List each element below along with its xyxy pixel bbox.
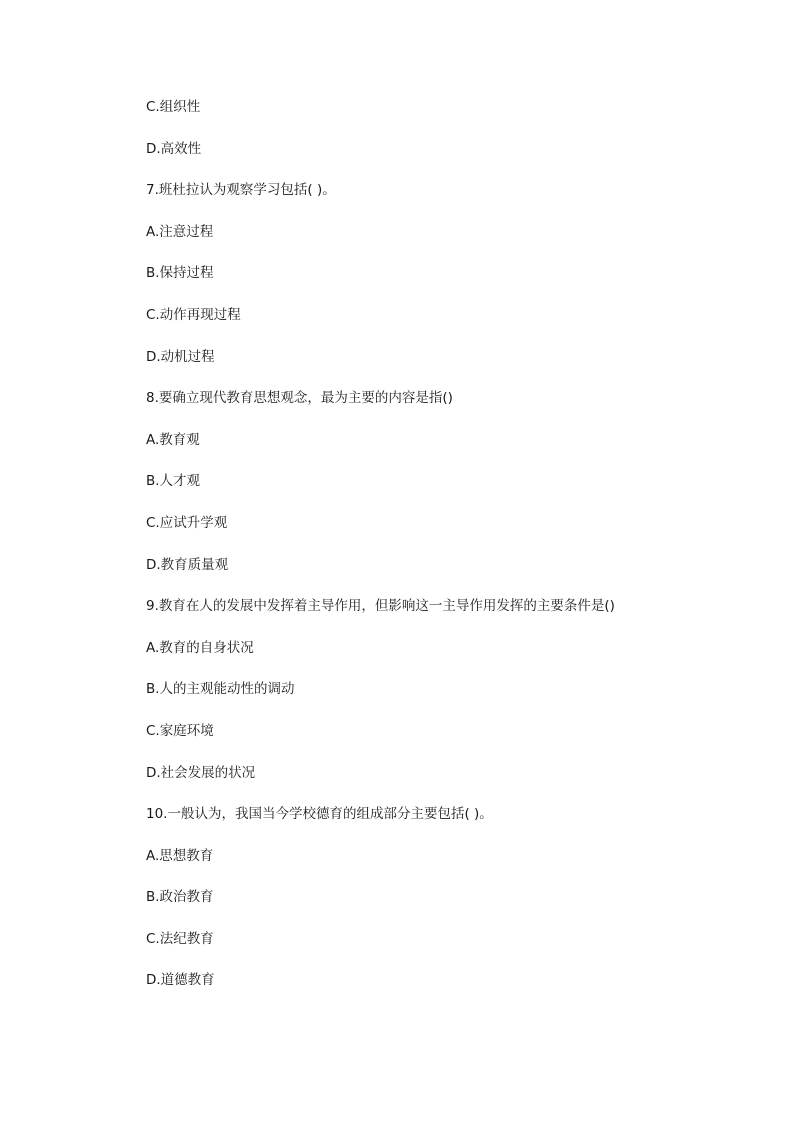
question-8: 8.要确立现代教育思想观念，最为主要的内容是指() [146, 390, 453, 407]
option-c-q8: C.应试升学观 [146, 514, 228, 531]
question-7: 7.班杜拉认为观察学习包括( )。 [146, 182, 336, 199]
option-c-q7: C.动作再现过程 [146, 306, 241, 323]
option-d-q10: D.道德教育 [146, 972, 215, 989]
option-a-q8: A.教育观 [146, 431, 200, 448]
option-d-q8: D.教育质量观 [146, 556, 229, 573]
document-body [146, 97, 766, 1012]
option-d-q7: D.动机过程 [146, 348, 215, 365]
option-b-q7: B.保持过程 [146, 265, 214, 282]
option-c-q9: C.家庭环境 [146, 722, 214, 739]
option-c-q10: C.法纪教育 [146, 930, 214, 947]
question-10: 10.一般认为，我国当今学校德育的组成部分主要包括( )。 [146, 806, 493, 823]
option-a-q10: A.思想教育 [146, 847, 214, 864]
option-a-q7: A.注意过程 [146, 223, 214, 240]
option-d-q9: D.社会发展的状况 [146, 764, 256, 781]
option-c-q6: C.组织性 [146, 99, 201, 115]
option-b-q9: B.人的主观能动性的调动 [146, 681, 295, 698]
option-b-q10: B.政治教育 [146, 889, 214, 906]
option-a-q9: A.教育的自身状况 [146, 639, 254, 656]
option-d-q6: D.高效性 [146, 140, 202, 157]
question-9: 9.教育在人的发展中发挥着主导作用，但影响这一主导作用发挥的主要条件是() [146, 598, 615, 615]
option-b-q8: B.人才观 [146, 473, 201, 490]
